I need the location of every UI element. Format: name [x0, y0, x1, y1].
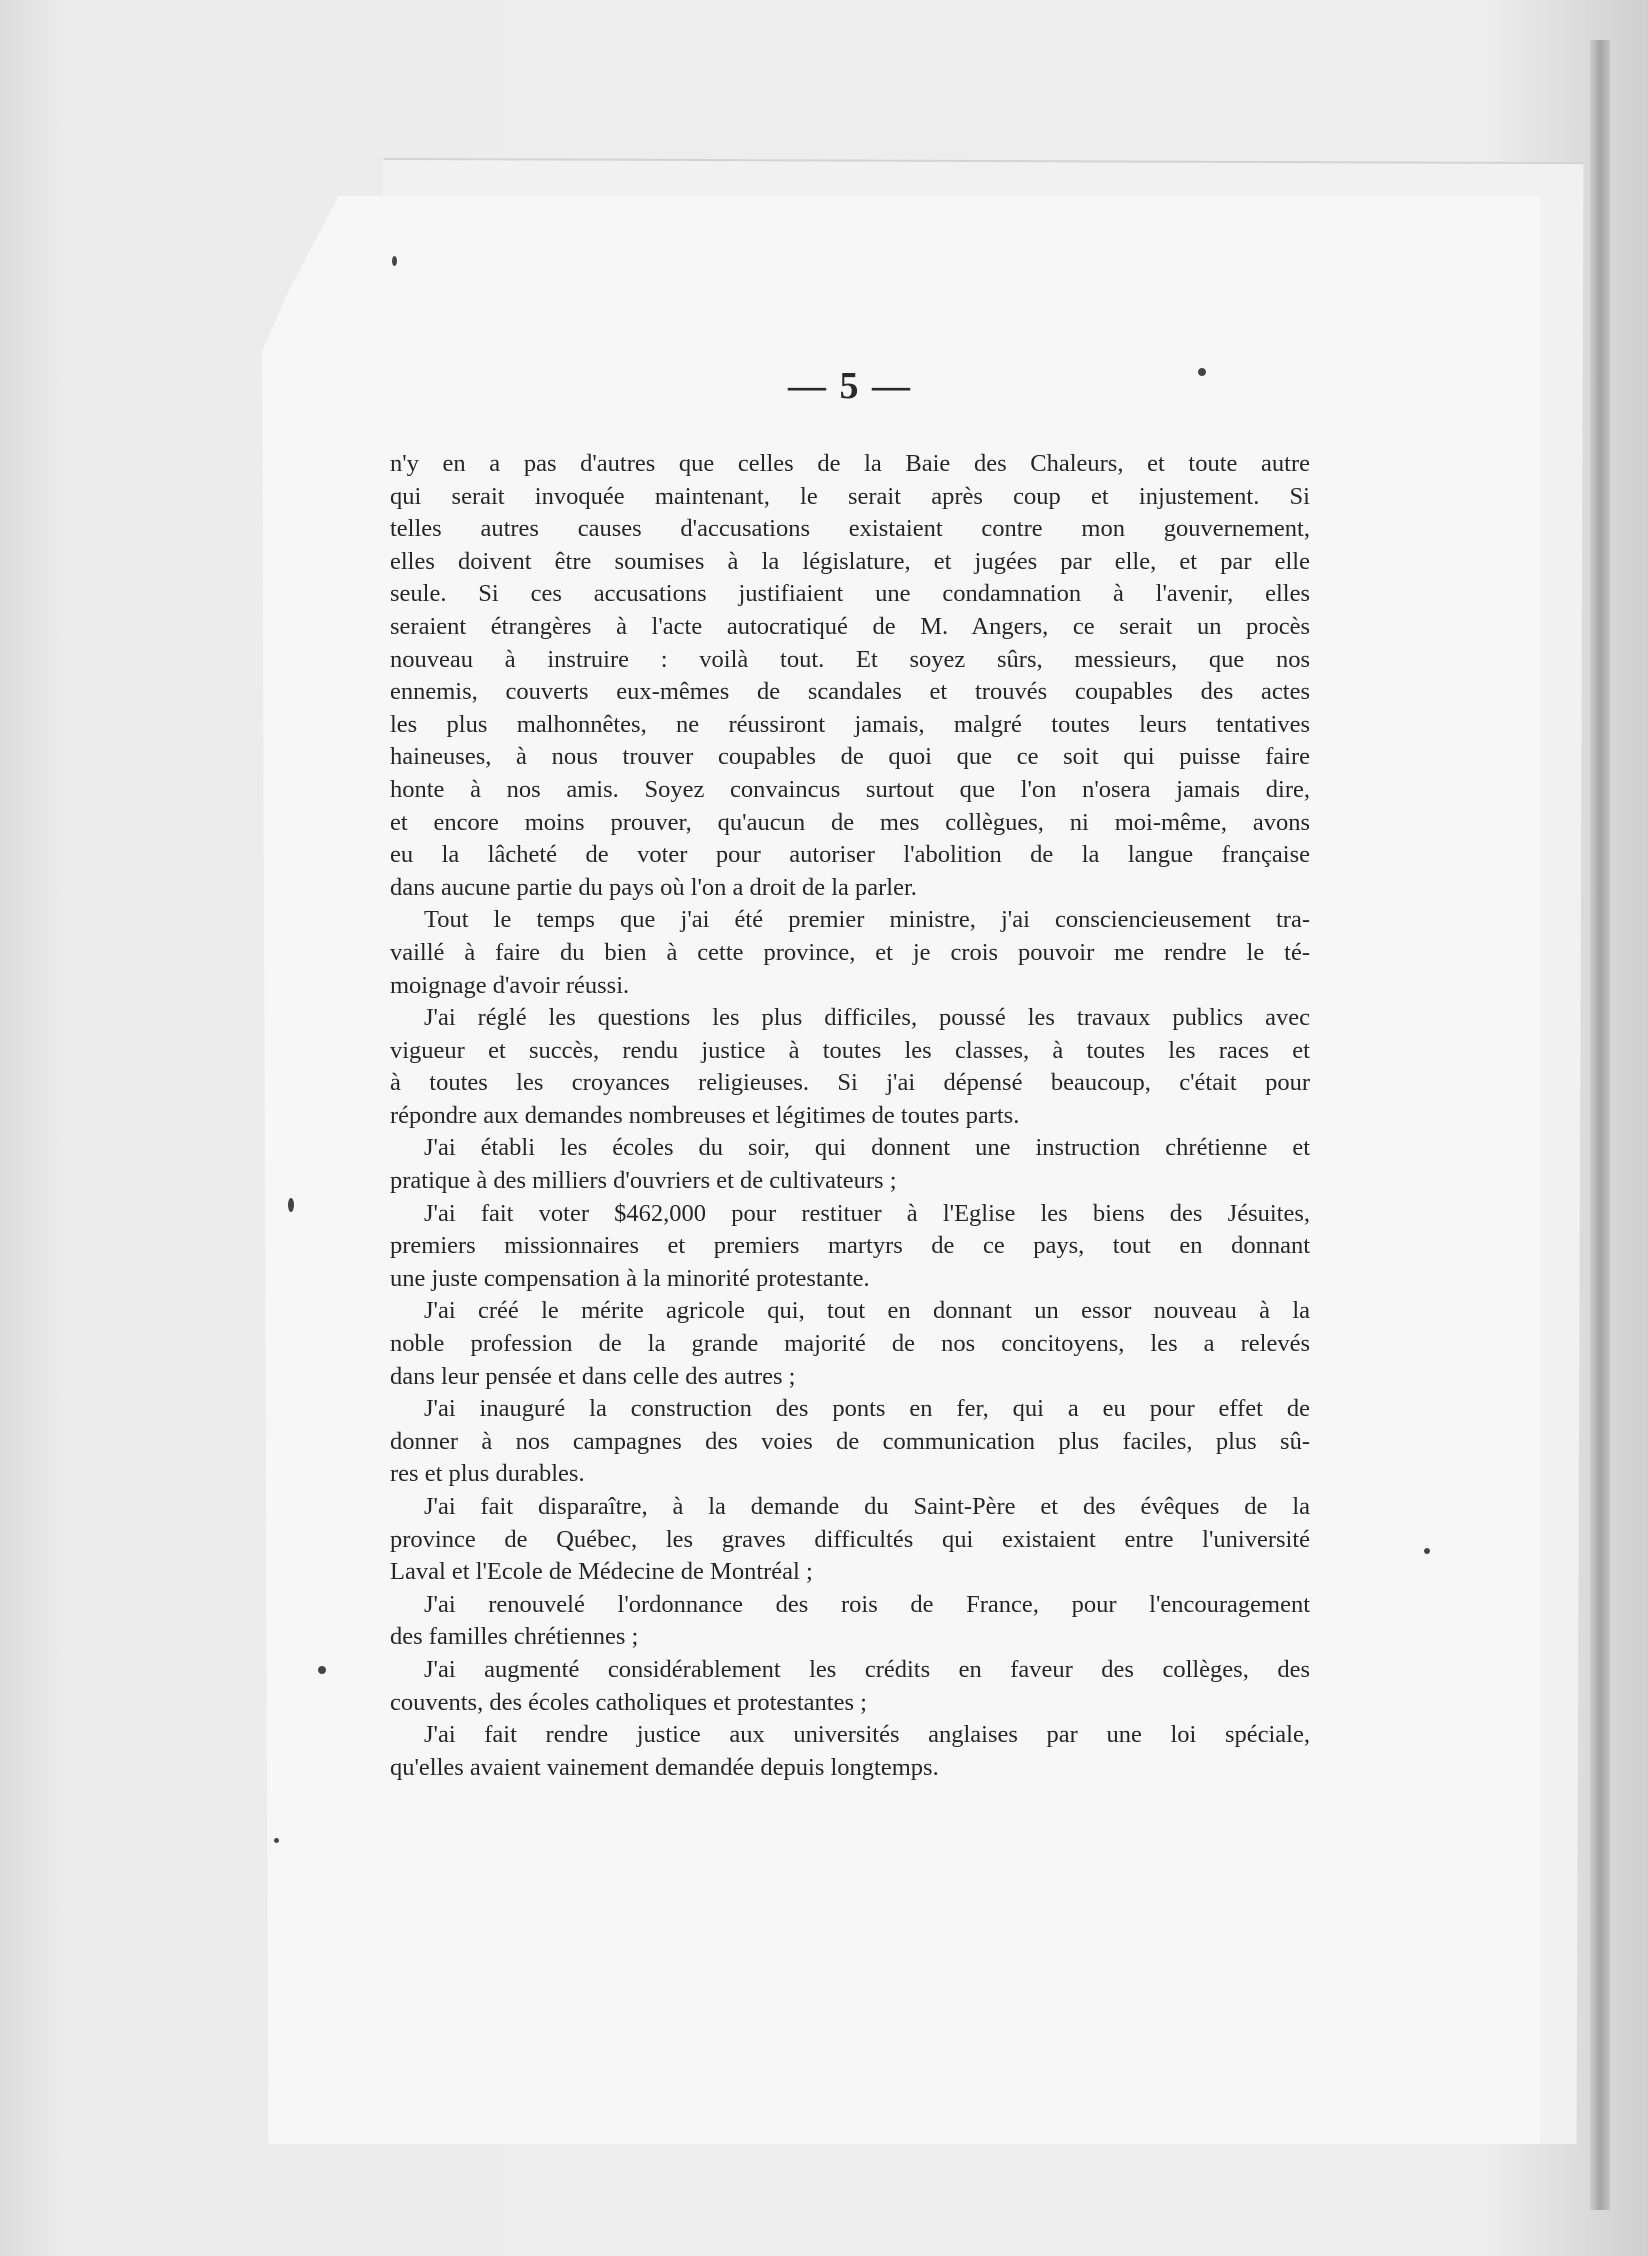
text-line: res et plus durables.	[390, 1460, 585, 1488]
dust-speck	[392, 256, 397, 266]
text-line: vigueur et succès, rendu justice à toutes les classes, à toutes les races et	[390, 1036, 1310, 1064]
text-line: une juste compensation à la minorité protestante.	[390, 1264, 870, 1292]
text-line: J'ai fait rendre justice aux universités anglaises par une loi spéciale,	[424, 1721, 1310, 1749]
text-line: nouveau à instruire : voilà tout. Et soyez sûrs, messieurs, que nos	[390, 645, 1310, 673]
text-line: couvents, des écoles catholiques et protestantes ;	[390, 1688, 867, 1716]
text-line: répondre aux demandes nombreuses et légitimes de toutes parts.	[390, 1101, 1020, 1129]
text-line: premiers missionnaires et premiers martyrs de ce pays, tout en donnant	[390, 1232, 1310, 1260]
text-line: n'y en a pas d'autres que celles de la Baie des Chaleurs, et toute autre	[390, 450, 1310, 477]
text-line: vaillé à faire du bien à cette province, et je crois pouvoir me rendre le té-	[390, 938, 1310, 966]
text-line: donner à nos campagnes des voies de communication plus faciles, plus sû-	[390, 1427, 1310, 1455]
text-line: J'ai fait voter $462,000 pour restituer à l'Eglise les biens des Jésuites,	[424, 1199, 1310, 1227]
page-number: — 5 —	[788, 365, 912, 407]
text-line: haineuses, à nous trouver coupables de quoi que ce soit qui puisse faire	[390, 743, 1310, 771]
text-line: des familles chrétiennes ;	[390, 1623, 639, 1651]
text-line: noble profession de la grande majorité de nos concitoyens, les a relevés	[390, 1330, 1310, 1358]
text-line: dans leur pensée et dans celle des autres ;	[390, 1362, 796, 1390]
text-line: J'ai réglé les questions les plus difficiles, poussé les travaux publics avec	[424, 1004, 1310, 1032]
text-line: moignage d'avoir réussi.	[390, 971, 630, 999]
text-line: J'ai inauguré la construction des ponts en fer, qui a eu pour effet de	[424, 1395, 1310, 1423]
text-line: telles autres causes d'accusations existaient contre mon gouvernement,	[390, 515, 1310, 543]
text-line: seraient étrangères à l'acte autocratiqué de M. Angers, ce serait un procès	[390, 612, 1310, 640]
text-line: qu'elles avaient vainement demandée depuis longtemps.	[390, 1753, 939, 1781]
text-line: J'ai renouvelé l'ordonnance des rois de France, pour l'encouragement	[424, 1590, 1310, 1618]
text-line: pratique à des milliers d'ouvriers et de cultivateurs ;	[390, 1167, 897, 1195]
text-line: elles doivent être soumises à la législature, et jugées par elle, et par elle	[390, 547, 1310, 575]
text-line: les plus malhonnêtes, ne réussiront jamais, malgré toutes leurs tentatives	[390, 710, 1310, 738]
text-line: à toutes les croyances religieuses. Si j'ai dépensé beaucoup, c'était pour	[390, 1069, 1310, 1097]
text-line: seule. Si ces accusations justifiaient une condamnation à l'avenir, elles	[390, 580, 1310, 608]
body-text	[390, 448, 1310, 1784]
text-line: dans aucune partie du pays où l'on a droit de la parler.	[390, 873, 917, 901]
binder-edge	[1590, 40, 1610, 2210]
text-line: J'ai établi les écoles du soir, qui donnent une instruction chrétienne et	[424, 1134, 1310, 1162]
text-line: J'ai fait disparaître, à la demande du Saint-Père et des évêques de la	[424, 1493, 1310, 1520]
text-line: Laval et l'Ecole de Médecine de Montréal ;	[390, 1558, 813, 1586]
text-line: J'ai créé le mérite agricole qui, tout en donnant un essor nouveau à la	[424, 1297, 1310, 1325]
text-line: J'ai augmenté considérablement les crédits en faveur des collèges, des	[424, 1655, 1310, 1683]
text-line: et encore moins prouver, qu'aucun de mes collègues, ni moi-même, avons	[390, 808, 1310, 836]
text-line: qui serait invoquée maintenant, le serait après coup et injustement. Si	[390, 482, 1310, 510]
dust-speck	[1198, 368, 1206, 376]
text-line: honte à nos amis. Soyez convaincus surtout que l'on n'osera jamais dire,	[390, 775, 1310, 803]
text-line: Tout le temps que j'ai été premier ministre, j'ai consciencieusement tra-	[424, 906, 1310, 934]
dust-speck	[288, 1198, 294, 1212]
text-line: ennemis, couverts eux-mêmes de scandales et trouvés coupables des actes	[390, 678, 1310, 706]
dust-speck	[274, 1838, 279, 1843]
dust-speck	[318, 1666, 326, 1674]
text-line: eu la lâcheté de voter pour autoriser l'abolition de la langue française	[390, 841, 1310, 869]
text-line: province de Québec, les graves difficultés qui existaient entre l'université	[390, 1525, 1310, 1553]
dust-speck	[1424, 1548, 1430, 1554]
